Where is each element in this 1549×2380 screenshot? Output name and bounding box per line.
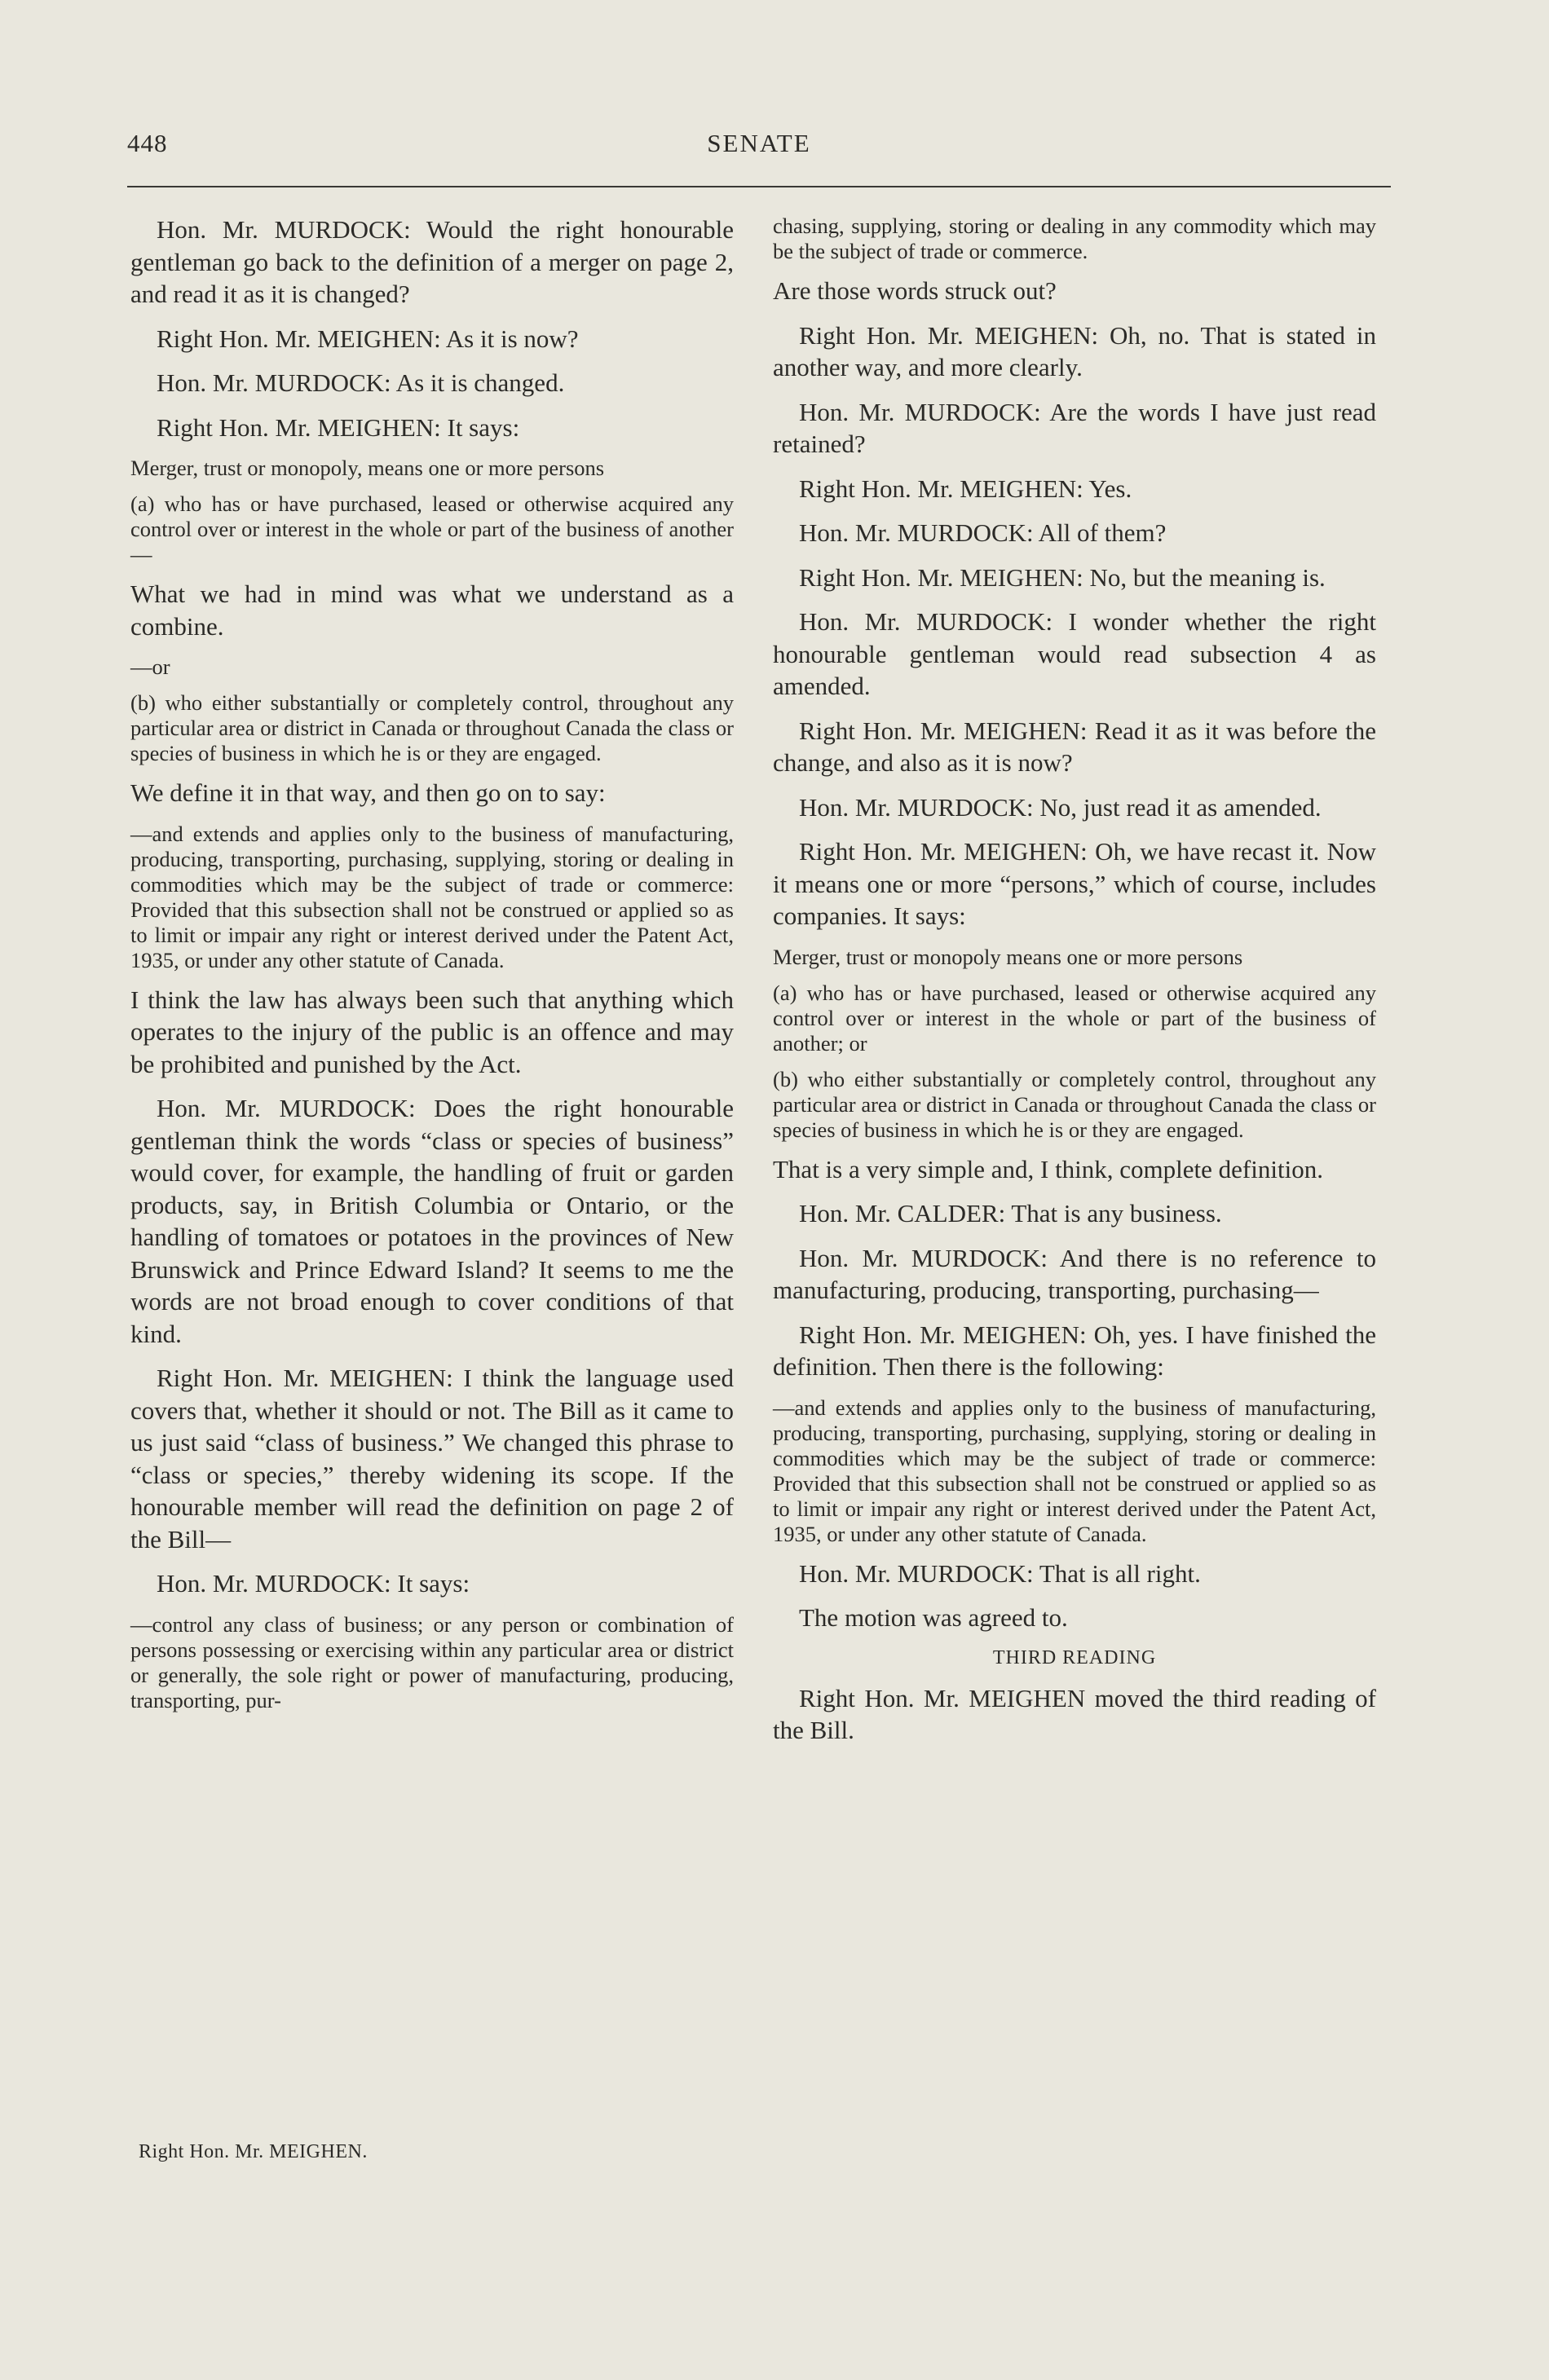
quoted-text: —control any class of business; or any person or combination of persons possessing or exercising within any particular area or district or generally, the sole right or power of manufacturing, producing, transporting, pur- [130,1611,734,1712]
page-header [127,129,1391,161]
speech-paragraph: Right Hon. Mr. MEIGHEN: No, but the meaning is. [799,562,1326,592]
speech-paragraph: Right Hon. Mr. MEIGHEN: As it is now? [157,324,579,353]
page-number: 448 [127,129,168,157]
speech-paragraph: Hon. Mr. MURDOCK: Would the right honourable gentleman go back to the definition of a merger on page 2, and read it as it is changed? [130,215,734,308]
speech-paragraph: The motion was agreed to. [799,1603,1068,1632]
speech-paragraph: Right Hon. Mr. MEIGHEN moved the third reading of the Bill. [773,1683,1376,1744]
quoted-text: (a) who has or have purchased, leased or otherwise acquired any control over or interest in the whole or part of the business of another; or [773,980,1376,1056]
speech-paragraph: Hon. Mr. MURDOCK: That is all right. [799,1558,1201,1588]
speech-paragraph: Right Hon. Mr. MEIGHEN: Oh, we have recast it. Now it means one or more “persons,” which of course, includes companies. It says: [773,837,1376,930]
speech-paragraph: Hon. Mr. CALDER: That is any business. [799,1199,1222,1227]
speech-continuation: That is a very simple and, I think, complete definition. [773,1154,1323,1183]
section-heading: THIRD READING [992,1646,1157,1668]
speech-paragraph: Hon. Mr. MURDOCK: Does the right honourable gentleman think the words “class or species of business” would cover, for example, the handling of fruit or garden products, say, in British Columbia or Ontario, or the handling of tomatoes or potatoes in the provinces of New Brunswick and Prince Edward Island? It seems to me the words are not broad enough to cover conditions of that kind. [130,1094,734,1348]
speech-paragraph: Hon. Mr. MURDOCK: And there is no reference to manufacturing, producing, transporting, purchasing— [773,1243,1376,1304]
speech-paragraph: Hon. Mr. MURDOCK: Are the words I have just read retained? [773,397,1376,458]
speech-paragraph: Right Hon. Mr. MEIGHEN: Read it as it was before the change, and also as it is now? [773,716,1376,777]
quoted-text: Merger, trust or monopoly, means one or more persons [130,456,605,480]
speech-paragraph: Right Hon. Mr. MEIGHEN: I think the language used covers that, whether it should or not. The Bill as it came to us just said “class of business.” We changed this phrase to “class or species,” thereby widening its scope. If the honourable member will read the definition on page 2 of the Bill— [130,1364,734,1554]
speech-continuation: We define it in that way, and then go on to say: [130,778,606,807]
quoted-text: —and extends and applies only to the business of manufacturing, producing, transporting, purchasing, supplying, storing or dealing in commodities which may be the subject of trade or commerce: Provided that this subsection shall not be construed or applied so as to limit or impair any right or interest derived under the Patent Act, 1935, or under any other statute of Canada. [130,821,734,972]
quoted-text: (b) who either substantially or completely control, throughout any particular area or district in Canada or throughout Canada the class or species of business in which he is or they are engaged. [773,1066,1376,1142]
right-column [773,214,1376,1759]
quoted-text: —and extends and applies only to the business of manufacturing, producing, transporting, purchasing, supplying, storing or dealing in commodities which may be the subject of trade or commerce: Provided that this subsection shall not be construed or applied so as to limit or impair any right or interest derived under the Patent Act, 1935, or under any other statute of Canada. [773,1395,1376,1546]
speech-paragraph: Hon. Mr. MURDOCK: All of them? [799,518,1167,547]
quoted-text: Merger, trust or monopoly means one or more persons [773,944,1243,969]
running-title: SENATE [707,129,811,157]
footer-speaker: Right Hon. Mr. MEIGHEN. [139,2141,368,2162]
speech-continuation: I think the law has always been such that anything which operates to the injury of the public is an offence and may be prohibited and punished by the Act. [130,985,734,1078]
quoted-text: —or [130,654,170,679]
quoted-text: (a) who has or have purchased, leased or otherwise acquired any control over or interest in the whole or part of the business of another— [130,491,734,566]
speech-paragraph: Right Hon. Mr. MEIGHEN: Oh, no. That is stated in another way, and more clearly. [773,320,1376,381]
quoted-text: chasing, supplying, storing or dealing in any commodity which may be the subject of trade or commerce. [773,214,1376,263]
quoted-text: (b) who either substantially or completely control, throughout any particular area or district in Canada or throughout Canada the class or species of business in which he is or they are engaged. [130,690,734,765]
speech-continuation: What we had in mind was what we understand as a combine. [130,580,734,641]
left-column [130,214,734,1724]
speech-paragraph: Hon. Mr. MURDOCK: It says: [157,1569,470,1598]
speech-paragraph: Right Hon. Mr. MEIGHEN: Oh, yes. I have finished the definition. Then there is the following: [773,1320,1376,1381]
header-rule [127,186,1391,187]
speech-paragraph: Hon. Mr. MURDOCK: I wonder whether the right honourable gentleman would read subsection 4 as amended. [773,607,1376,700]
speech-continuation: Are those words struck out? [773,276,1057,305]
speech-paragraph: Hon. Mr. MURDOCK: As it is changed. [157,368,565,397]
speech-paragraph: Hon. Mr. MURDOCK: No, just read it as amended. [799,792,1322,822]
speech-paragraph: Right Hon. Mr. MEIGHEN: Yes. [799,474,1132,503]
speech-paragraph: Right Hon. Mr. MEIGHEN: It says: [157,412,520,442]
